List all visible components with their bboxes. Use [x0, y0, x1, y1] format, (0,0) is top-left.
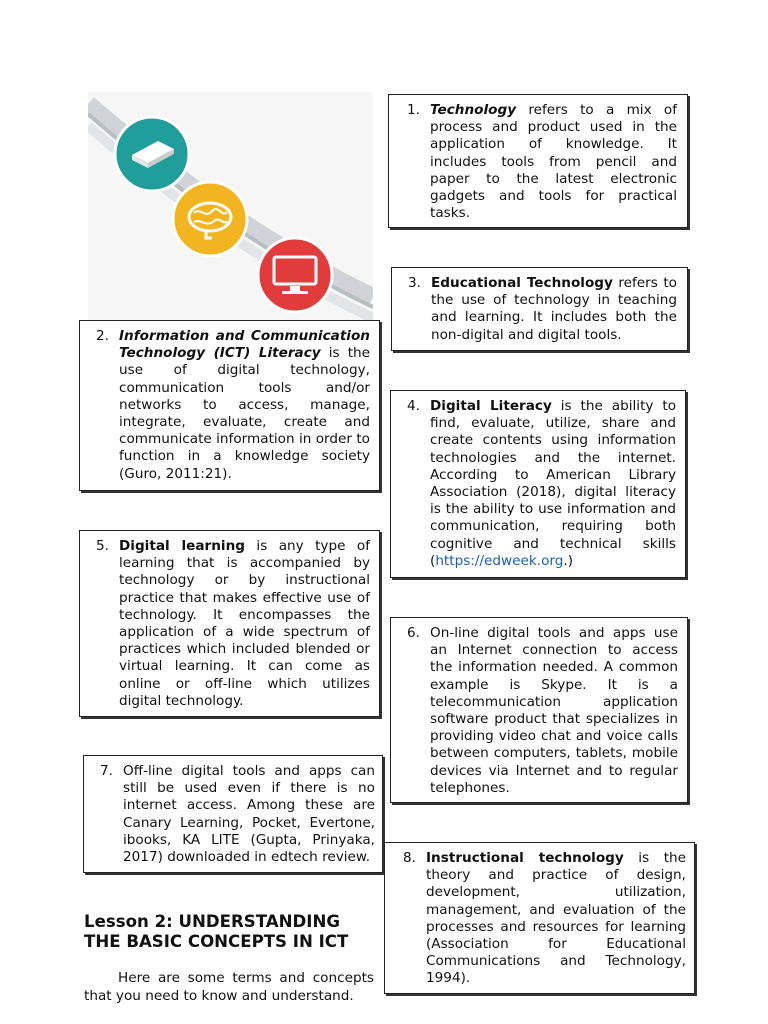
definition-text — [87, 763, 375, 866]
definition: is the ability to find, evaluate, utilize, share and create contents using information technologies and the internet. According to American Library Association (2018), digital literacy is the ability to use information and communication, requiring both cognitive and technical skills ( — [430, 398, 677, 569]
definition-box-ict-literacy — [79, 320, 380, 491]
lesson-title — [84, 912, 384, 952]
definition-text — [83, 538, 370, 710]
definition-box-digital-literacy — [390, 390, 686, 578]
definition: refers to the use of technology in teaching and learning. It includes both the non-digital and digital tools. — [431, 275, 677, 343]
definition: refers to a mix of process and product used in the application of knowledge. It includes tools from pencil and paper to the latest electronic gadgets and tools for practical tasks. — [430, 102, 677, 222]
term: Instructional technology — [426, 850, 624, 866]
item-number: 3. — [408, 275, 421, 291]
edweek-link[interactable]: https://edweek.org — [435, 552, 564, 569]
definition: is the theory and practice of design, development, utilization, management, and evaluation of the processes and resources for learning (Association for Educational Communications and Technology, 1994). — [426, 850, 686, 987]
term: Educational Technology — [431, 275, 613, 291]
lesson-intro: Here are some terms and concepts that you need to know and understand. — [84, 970, 374, 1004]
definition-text — [394, 625, 678, 797]
item-number: 8. — [403, 850, 416, 866]
brain-icon — [173, 182, 247, 256]
definition: is the use of digital technology, communication tools and/or networks to access, manage, integrate, evaluate, create and communicate information in order to function in a knowledge society (Guro, 2011:21). — [119, 345, 370, 482]
definition-box-instructional-technology — [384, 842, 695, 994]
definition-box-technology — [388, 94, 688, 228]
definition: On-line digital tools and apps use an Internet connection to access the information needed. A common example is Skype. It is a telecommunication application software product that specializes in providing video chat and voice calls between computers, tablets, mobile devices via Internet and to regular telephones. — [430, 625, 678, 796]
monitor-icon — [258, 238, 332, 312]
definition-box-online-tools — [390, 617, 688, 803]
lesson-title-line-2: THE BASIC CONCEPTS IN ICT — [84, 932, 349, 951]
term: Digital learning — [119, 538, 245, 554]
item-number: 7. — [100, 763, 113, 779]
hero-graphic — [88, 92, 373, 320]
term: Digital Literacy — [430, 398, 552, 414]
definition-text — [390, 850, 686, 988]
definition-text — [394, 398, 676, 570]
item-number: 1. — [407, 102, 420, 118]
definition-text — [83, 328, 370, 483]
term: Information and Communication Technology (ICT) Literacy — [119, 328, 370, 362]
definition: is any type of learning that is accompanied by technology or by instructional practice that makes effective use of technology. It encompasses the application of a wide spectrum of practices which included blended or virtual learning. It can come as online or off-line which utilizes digital technology. — [119, 538, 370, 709]
definition-box-offline-tools — [83, 755, 383, 873]
definition-text — [395, 275, 677, 344]
definition-tail: .) — [563, 552, 573, 569]
definition-box-digital-learning — [79, 530, 380, 717]
definition-box-educational-technology — [391, 267, 688, 351]
item-number: 2. — [96, 328, 109, 344]
item-number: 4. — [407, 398, 420, 414]
definition: Off-line digital tools and apps can still be used even if there is no internet access. Among these are Canary Learning, Pocket, Evertone, ibooks, KA LITE (Gupta, Prinyaka, 2017) downloaded in edtech review. — [123, 763, 375, 866]
item-number: 6. — [407, 625, 420, 641]
item-number: 5. — [96, 538, 109, 554]
definition-text — [394, 102, 677, 222]
hero-illustration — [88, 92, 373, 320]
book-icon — [115, 117, 189, 191]
term: Technology — [430, 102, 517, 118]
lesson-title-line-1: Lesson 2: UNDERSTANDING — [84, 912, 340, 931]
